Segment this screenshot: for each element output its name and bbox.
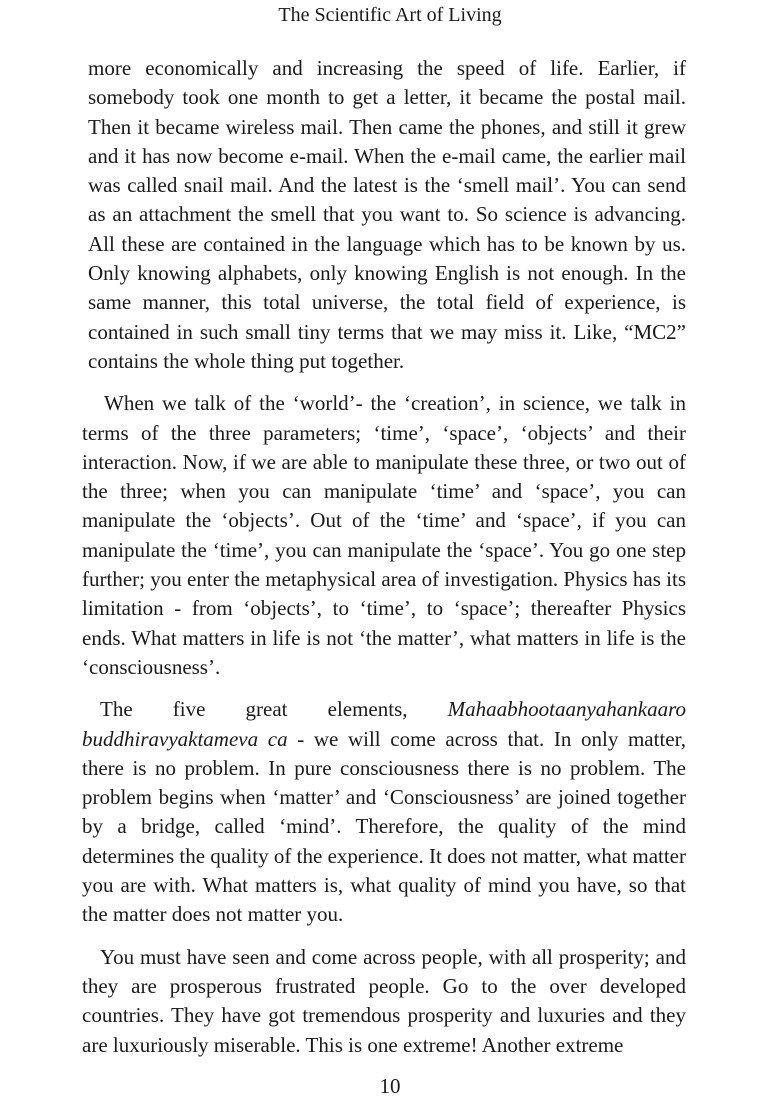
page-body — [82, 54, 686, 1073]
paragraph-3-rest: - we will come across that. In only matter, there is no problem. In pure consciousness there is no problem. The problem begins when ‘matter’ and ‘Consciousness’ are joined together by a bridge, called ‘mind’. Therefore, the quality of the mind determines the quality of the experience. It does not matter, what matter you are with. What matters is, what quality of mind you have, so that the matter does not matter you. — [82, 726, 687, 927]
running-head: The Scientific Art of Living — [278, 4, 502, 26]
paragraph-3-lead: The five great elements, — [100, 697, 448, 722]
sanskrit-verse: Mahaabhootaanyahankaaro buddhiravyaktameva ca — [82, 697, 686, 751]
paragraph-2: When we talk of the ‘world’- the ‘creation’, in science, we talk in terms of the three parameters; ‘time’, ‘space’, ‘objects’ and their interaction. Now, if we are able to manipulate these three, or two out of the three; when you can manipulate ‘time’ and ‘space’, you can manipulate the ‘objects’. Out of the ‘time’ and ‘space’, if you can manipulate the ‘time’, you can manipulate the ‘space’. You go one step further; you enter the metaphysical area of investigation. Physics has its limitation - from ‘objects’, to ‘time’, to ‘space’; thereafter Physics ends. What matters in life is not ‘the matter’, what matters in life is the ‘consciousness’. — [82, 391, 686, 679]
paragraph-3 — [82, 695, 686, 929]
paragraph-1: more economically and increasing the speed of life. Earlier, if somebody took one month to get a letter, it became the postal mail. Then it became wireless mail. Then came the phones, and still it grew and it has now become e-mail. When the e-mail came, the earlier mail was called snail mail. And the latest is the ‘smell mail’. You can send as an attachment the smell that you want to. So science is advancing. All these are contained in the language which has to be known by us. Only knowing alphabets, only knowing English is not enough. In the same manner, this total universe, the total field of experience, is contained in such small tiny terms that we may miss it. Like, “MC2” contains the whole thing put together. — [88, 56, 686, 373]
paragraph-4: You must have seen and come across people, with all prosperity; and they are prosperous frustrated people. Go to the over developed countries. They have got tremendous prosperity and luxuries and they are luxuriously miserable. This is one extreme! Another extreme — [82, 944, 686, 1057]
page-number: 10 — [379, 1074, 401, 1098]
